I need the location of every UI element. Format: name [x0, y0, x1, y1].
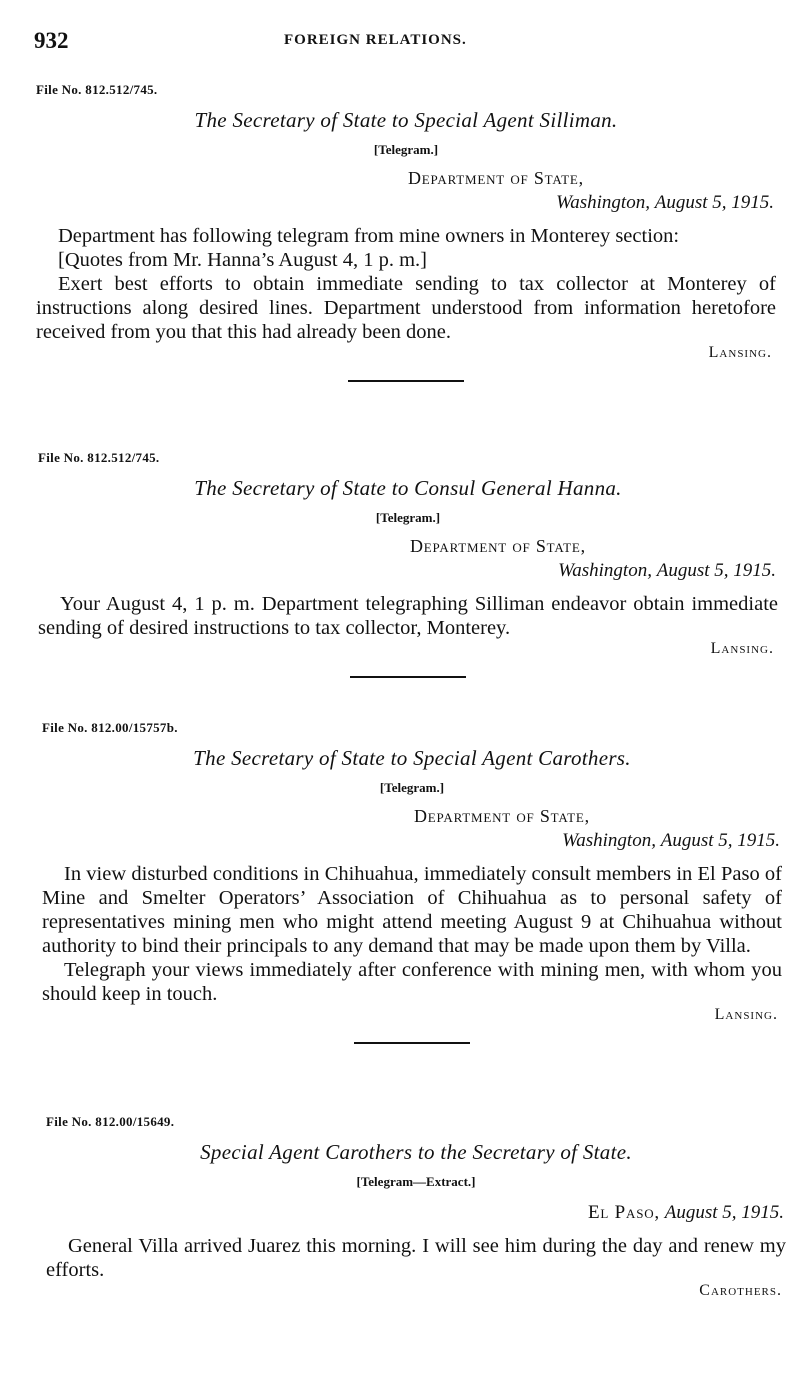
document-body — [36, 224, 776, 344]
dateline-date: August 5, 1915. — [660, 830, 780, 851]
document-1 — [36, 82, 776, 382]
section-divider — [354, 1042, 470, 1044]
department-line: Department of State, — [410, 536, 586, 556]
page-header — [34, 28, 754, 58]
dateline-date: August 5, 1915. — [664, 1202, 784, 1223]
paragraph: Your August 4, 1 p. m. Department telegraphing Silliman endeavor obtain immediate sending of desired instructions to tax collector, Monterey. — [38, 593, 778, 639]
dateline-place: Washington, — [558, 560, 652, 581]
bracket-note: [Quotes from Mr. Hanna’s August 4, 1 p. m.] — [58, 249, 427, 271]
running-head: FOREIGN RELATIONS. — [284, 32, 467, 48]
paragraph: Department has following telegram from mine owners in Monterey section: — [58, 225, 680, 247]
dateline — [46, 1202, 786, 1228]
document-type: [Telegram—Extract.] — [356, 1174, 476, 1189]
document-title: The Secretary of State to Special Agent Silliman. — [194, 108, 618, 132]
dateline-place: Washington, — [562, 830, 656, 851]
paragraph: Exert best efforts to obtain immediate sending to tax collector at Monterey of instructions along desired lines. Department understood from information heretofore received from you that this had already been done. — [36, 273, 776, 343]
department-line: Department of State, — [414, 806, 590, 826]
document-type: [Telegram.] — [373, 142, 439, 157]
file-number: File No. 812.00/15757b. — [42, 720, 178, 735]
page-number: 932 — [34, 28, 69, 53]
document-title: Special Agent Carothers to the Secretary of State. — [200, 1140, 632, 1164]
document-4 — [46, 1114, 786, 1308]
document-title: The Secretary of State to Consul General Hanna. — [194, 476, 622, 500]
dateline-place: El Paso, — [587, 1202, 660, 1223]
department-line: Department of State, — [408, 168, 584, 188]
document-body — [38, 592, 778, 640]
dateline — [36, 192, 776, 218]
signature: Lansing. — [708, 344, 772, 361]
signature: Lansing. — [710, 640, 774, 657]
signature: Lansing. — [714, 1006, 778, 1023]
file-number: File No. 812.512/745. — [38, 450, 160, 465]
dateline-place: Washington, — [556, 192, 650, 213]
signature: Carothers. — [699, 1282, 782, 1299]
document-title: The Secretary of State to Special Agent Carothers. — [193, 746, 631, 770]
paragraph: In view disturbed conditions in Chihuahua, immediately consult members in El Paso of Mine and Smelter Operators’ Association of Chihuahua as to personal safety of representatives mining men who might attend meeting August 9 at Chihuahua without authority to bind their principals to any demand that may be made upon them by Villa. — [42, 863, 782, 957]
file-number: File No. 812.512/745. — [36, 82, 158, 97]
document-type: [Telegram.] — [375, 510, 441, 525]
section-divider — [348, 380, 464, 382]
dateline — [42, 830, 782, 856]
paragraph: Telegraph your views immediately after conference with mining men, with whom you should keep in touch. — [42, 959, 782, 1005]
paragraph: General Villa arrived Juarez this morning. I will see him during the day and renew my efforts. — [46, 1235, 786, 1281]
dateline-date: August 5, 1915. — [656, 560, 776, 581]
document-body — [46, 1234, 786, 1282]
section-divider — [350, 676, 466, 678]
dateline-date: August 5, 1915. — [654, 192, 774, 213]
document-body — [42, 862, 782, 1006]
document-2 — [38, 450, 778, 678]
dateline — [38, 560, 778, 586]
document-type: [Telegram.] — [379, 780, 445, 795]
document-3 — [42, 720, 782, 1044]
file-number: File No. 812.00/15649. — [46, 1114, 175, 1129]
